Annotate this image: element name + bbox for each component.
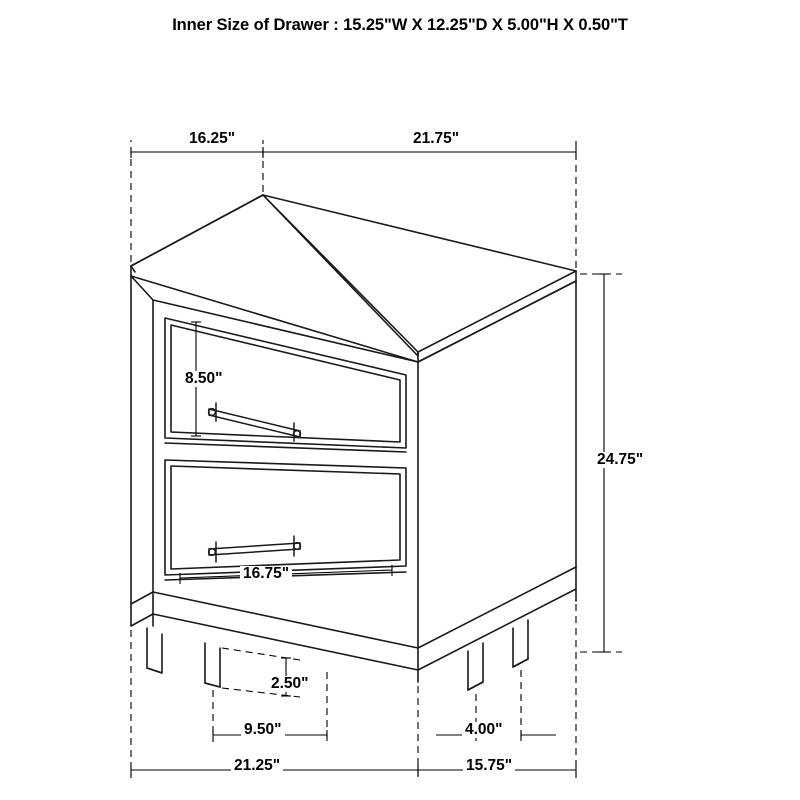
- dimension-label-leg-span-side: 4.00": [462, 722, 506, 738]
- extension-lines-bottom: [131, 604, 576, 778]
- dimension-label-overall-height: 24.75": [594, 452, 646, 468]
- lower-drawer-front: [165, 460, 406, 575]
- dimline-16-25: [131, 147, 263, 158]
- dimension-label-leg-span-front: 9.50": [241, 722, 285, 738]
- leg-back-right-inner: [513, 620, 528, 667]
- dimension-label-top-width-front: 16.25": [186, 131, 238, 147]
- dimension-label-overall-depth: 15.75": [463, 758, 515, 774]
- dimension-label-upper-drawer-height: 8.50": [182, 371, 226, 387]
- dimension-label-leg-height: 2.50": [268, 676, 312, 692]
- extension-lines-top: [131, 140, 576, 268]
- dimension-label-overall-width: 21.25": [231, 758, 283, 774]
- page-title: Inner Size of Drawer : 15.25"W X 12.25"D X 5.00"H X 0.50"T: [172, 16, 628, 34]
- leg-back-right-outer: [468, 643, 483, 690]
- dimline-21-75: [263, 147, 576, 158]
- dimension-label-top-depth: 21.75": [410, 131, 462, 147]
- lower-drawer-handle: [209, 536, 301, 562]
- leg-front-left: [147, 628, 162, 673]
- cabinet-top-panel: [131, 195, 417, 430]
- leg-front-right: [205, 643, 220, 687]
- dimension-label-drawer-front-width: 16.75": [240, 566, 292, 582]
